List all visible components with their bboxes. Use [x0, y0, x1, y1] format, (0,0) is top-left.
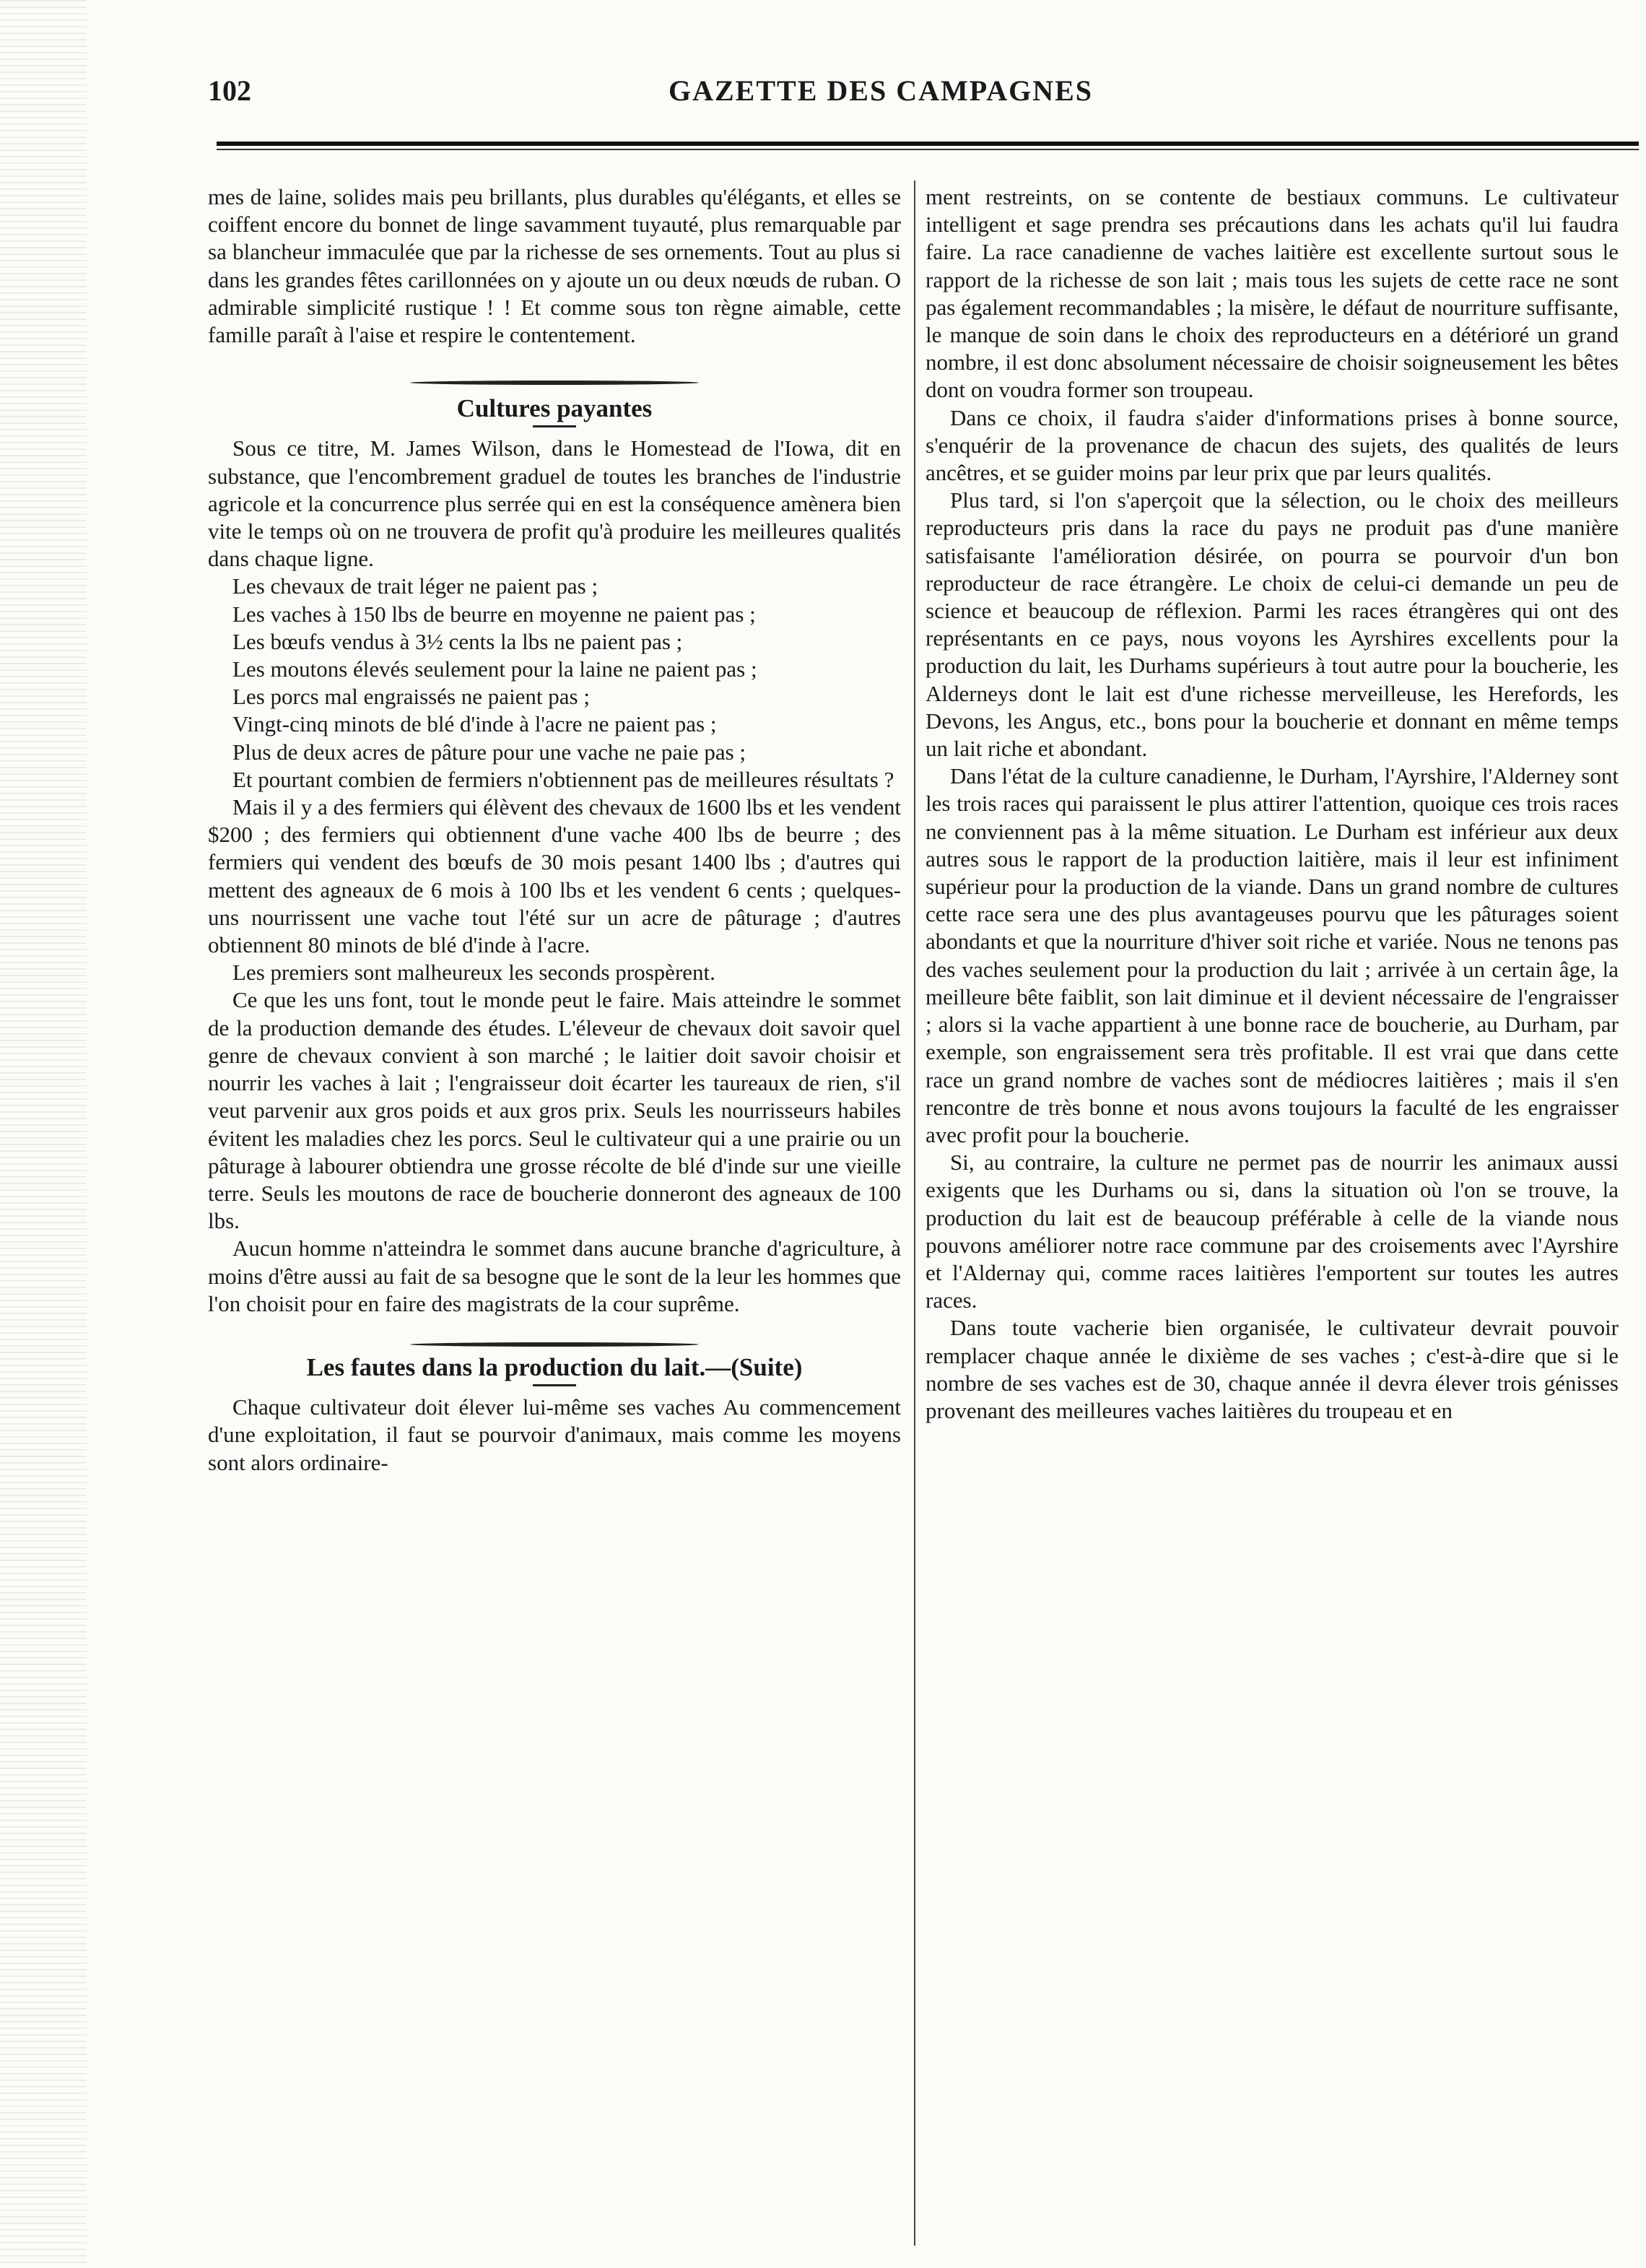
paragraph: Si, au contraire, la culture ne permet pas de nourrir les animaux aussi exigents que les Durhams ou si, dans la situation où l'on se trouve, la production du lait est de beaucoup préférable à celle de la viande nous pouvons améliorer notre race commune par des croisements avec l'Ayrshire et l'Aldernay qui, comme races laitières l'emportent sur toutes les autres races. [926, 1150, 1619, 1313]
section-title-cultures-payantes: Cultures payantes [456, 394, 653, 423]
list-item: Plus de deux acres de pâture pour une vache ne paie pas ; [232, 739, 746, 765]
left-column [208, 183, 901, 1477]
header-rule-thick [217, 142, 1639, 146]
list-item: Les porcs mal engraissés ne paient pas ; [232, 684, 590, 710]
scan-edge-noise [0, 0, 87, 2268]
paragraph: Mais il y a des fermiers qui élèvent des chevaux de 1600 lbs et les vendent $200 ; des fermiers qui obtiennent d'une vache 400 lbs de beurre ; des fermiers qui vendent des bœufs de 30 mois pesant 1400 lbs ; d'autres qui mettent des agneaux de 6 mois à 100 lbs et les vendent 6 cents ; quelques-uns nourrissent une vache tout l'été sur un acre de pâturage ; d'autres obtiennent 80 minots de blé d'inde à l'acre. [208, 794, 901, 958]
list-item: Les moutons élevés seulement pour la laine ne paient pas ; [232, 656, 757, 682]
right-column [926, 183, 1619, 1425]
page-number: 102 [208, 74, 251, 107]
section-title-underline [533, 425, 576, 427]
paragraph: ment restreints, on se contente de bestiaux communs. Le cultivateur intelligent et sage prendra ses précautions dans les achats qu'il lui faudra faire. La race canadienne de vaches laitière est excellente surtout sous le rapport de la richesse de son lait ; mais tous les sujets de cette race ne sont pas également recommandables ; la misère, le défaut de nourriture suffisante, le manque de soin dans le choix des reproducteurs en a détérioré un grand nombre, il est donc absolument nécessaire de choisir soigneusement les bêtes dont on voudra former son troupeau. [926, 184, 1619, 403]
paragraph: Chaque cultivateur doit élever lui-même ses vaches Au commencement d'une exploitation, il faut se pourvoir d'animaux, mais comme les moyens sont alors ordinaire- [208, 1394, 901, 1475]
paragraph: Plus tard, si l'on s'aperçoit que la sélection, ou le choix des meilleurs reproducteurs pris dans la race du pays ne produit pas d'une manière satisfaisante l'amélioration désirée, on pourra se pourvoir d'un bon reproducteur de race étrangère. Le choix de celui-ci demande un peu de science et beaucoup de réflexion. Parmi les races étrangères qui ont des représentants en ce pays, nous voyons les Ayrshires excellents pour la production du lait, les Durhams supérieurs à tout autre pour la boucherie, les Alderneys dont le lait est d'une richesse merveilleuse, les Herefords, les Devons, les Angus, etc., bons pour la boucherie et donnant en même temps un lait riche et abondant. [926, 487, 1619, 762]
section-title-fautes-production-lait: Les fautes dans la production du lait.—(Suite) [306, 1352, 803, 1381]
list-item: Vingt-cinq minots de blé d'inde à l'acre ne paient pas ; [232, 711, 717, 737]
list-item: Les chevaux de trait léger ne paient pas ; [232, 573, 598, 599]
list-item: Les vaches à 150 lbs de beurre en moyenne ne paient pas ; [232, 601, 756, 627]
paragraph: Dans ce choix, il faudra s'aider d'informations prises à bonne source, s'enquérir de la provenance de chacun des sujets, des qualités de leurs ancêtres, et se guider moins par leur prix que par leurs qualités. [926, 404, 1619, 486]
paragraph: Sous ce titre, M. James Wilson, dans le Homestead de l'Iowa, dit en substance, que l'encombrement graduel de toutes les branches de l'industrie agricole et la concurrence plus serrée qui en est la conséquence amènera bien vite le temps où on ne trouvera de profit qu'à produire les meilleures qualités dans chaque ligne. [208, 435, 901, 572]
column-divider [914, 181, 915, 2246]
header-rule-thin [217, 149, 1639, 150]
section-title-underline [533, 1384, 576, 1386]
list-item: Les bœufs vendus à 3½ cents la lbs ne paient pas ; [232, 628, 683, 654]
paragraph: Les premiers sont malheureux les seconds prospèrent. [232, 960, 715, 986]
paragraph: Ce que les uns font, tout le monde peut le faire. Mais atteindre le sommet de la production demande des études. L'éleveur de chevaux doit savoir quel genre de chevaux convient à son marché ; le laitier doit savoir choisir et nourrir les vaches à lait ; l'engraisseur doit écarter les taureaux de rien, s'il veut parvenir aux gros poids et aux gros prix. Seuls les nourrisseurs habiles évitent les maladies chez les porcs. Seul le cultivateur qui a une prairie ou un pâturage à labourer obtiendra une grosse récolte de blé d'inde sur une vieille terre. Seuls les moutons de race de boucherie donneront des agneaux de 100 lbs. [208, 987, 901, 1234]
paragraph: Dans toute vacherie bien organisée, le cultivateur devrait pouvoir remplacer chaque année le dixième de ses vaches ; c'est-à-dire que si le nombre de ses vaches est de 30, chaque année il devra élever trois génisses provenant des meilleures vaches laitières du troupeau et en [926, 1315, 1619, 1423]
running-title: GAZETTE DES CAMPAGNES [668, 74, 1093, 107]
page-header [173, 69, 1588, 120]
intro-paragraph: mes de laine, solides mais peu brillants, plus durables qu'élégants, et elles se coiffent encore du bonnet de linge savamment tuyauté, plus remarquable par sa blancheur immaculée que par la richesse de ses ornements. Tout au plus si dans les grandes fêtes carillonnées on y ajoute un ou deux nœuds de ruban. O admirable simplicité rustique ! ! Et comme sous ton règne aimable, cette famille paraît à l'aise et respire le contentement. [208, 184, 901, 348]
paragraph: Aucun homme n'atteindra le sommet dans aucune branche d'agriculture, à moins d'être aussi au fait de sa besogne que le sont de la leur les hommes que l'on choisit pour en faire des magistrats de la cour suprême. [208, 1235, 901, 1316]
list-item: Et pourtant combien de fermiers n'obtiennent pas de meilleures résultats ? [232, 766, 894, 792]
paragraph: Dans l'état de la culture canadienne, le Durham, l'Ayrshire, l'Alderney sont les trois races qui paraissent le plus attirer l'attention, quoique ces trois races ne conviennent pas à la même situation. Le Durham est inférieur aux deux autres sous le rapport de la production laitière, mais il leur est infiniment supérieur pour la production de la viande. Dans un grand nombre de cultures cette race sera une des plus avantageuses pourvu que les pâturages soient abondants et que la nourriture d'hiver soit riche et variée. Nous ne tenons pas des vaches seulement pour la production du lait ; arrivée à un certain âge, la meilleure bête faiblit, son lait diminue et il devient nécessaire de l'engraisser ; alors si la vache appartient à une bonne race de boucherie, au Durham, par exemple, son engraissement sera très profitable. Il est vrai que dans cette race un grand nombre de vaches sont de médiocres laitières ; mais il s'en rencontre de très bonne et nous avons toujours la faculté de les engraisser avec profit pour la boucherie. [926, 763, 1619, 1147]
